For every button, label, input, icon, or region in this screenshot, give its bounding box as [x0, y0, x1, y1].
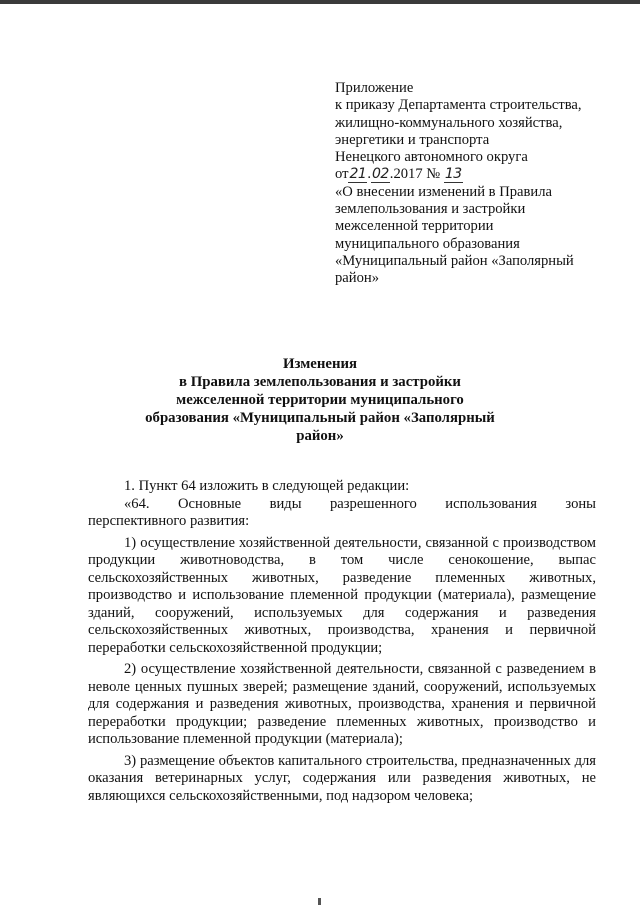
scan-bottom-mark — [318, 898, 321, 905]
title-line: в Правила землепользования и застройки — [179, 374, 461, 390]
date-year: .2017 № — [389, 166, 441, 183]
appendix-block — [335, 80, 620, 288]
order-date-line — [335, 166, 620, 183]
list-item-2: 2) осуществление хозяйственной деятельности, связанной с разведением в неволе ценных пушных зверей; размещение зданий, сооружений, используемых для содержания и разведения животных, производства, хранения и первичной переработки продукции; разведение племенных животных, производство и использование племенной продукции (материала); — [88, 661, 596, 747]
appendix-line: Ненецкого автономного округа — [335, 149, 528, 166]
handwritten-order-number: 13 — [444, 166, 462, 183]
subject-line: муниципального образования — [335, 235, 520, 252]
paragraph-point-64: 1. Пункт 64 изложить в следующей редакции: — [124, 478, 410, 494]
subject-line: «О внесении изменений в Правила — [335, 183, 552, 200]
date-prefix: от — [335, 166, 349, 183]
document-title — [100, 355, 540, 445]
handwritten-month: 02 — [371, 166, 389, 183]
subject-line: район» — [335, 270, 379, 287]
subject-line: «Муниципальный район «Заполярный — [335, 252, 574, 269]
list-item-3: 3) размещение объектов капитального строительства, предназначенных для оказания ветеринарных услуг, содержания или разведения животных, не являющихся сельскохозяйственными, под надзором человека; — [88, 752, 596, 804]
paragraph-intro-line: «64. Основные виды разрешенного использования зоны — [124, 495, 596, 512]
date-separator: . — [367, 166, 371, 183]
paragraph-intro-continuation: перспективного развития: — [88, 513, 250, 529]
appendix-line: Приложение — [335, 80, 414, 96]
title-line: район» — [296, 428, 344, 444]
appendix-line: к приказу Департамента строительства, — [335, 97, 582, 114]
appendix-line: жилищно-коммунального хозяйства, — [335, 114, 563, 131]
title-line: межселенной территории муниципального — [176, 392, 464, 408]
title-line: образования «Муниципальный район «Заполярный — [145, 410, 495, 426]
scan-top-edge — [0, 0, 640, 4]
appendix-line: энергетики и транспорта — [335, 131, 490, 148]
subject-line: землепользования и застройки — [335, 201, 526, 218]
subject-line: межселенной территории — [335, 218, 494, 235]
title-line: Изменения — [282, 356, 358, 372]
handwritten-day: 21 — [349, 166, 367, 183]
list-item-1: 1) осуществление хозяйственной деятельности, связанной с производством продукции животноводства, в том числе сенокошение, выпас сельскохозяйственных животных, разведение племенных животных, производство и использование племенной продукции (материала), размещение зданий, сооружений, используемых для содержания и разведения сельскохозяйственных животных, производства, хранения и первичной переработки сельскохозяйственной продукции; — [88, 534, 596, 656]
document-body — [88, 478, 596, 805]
